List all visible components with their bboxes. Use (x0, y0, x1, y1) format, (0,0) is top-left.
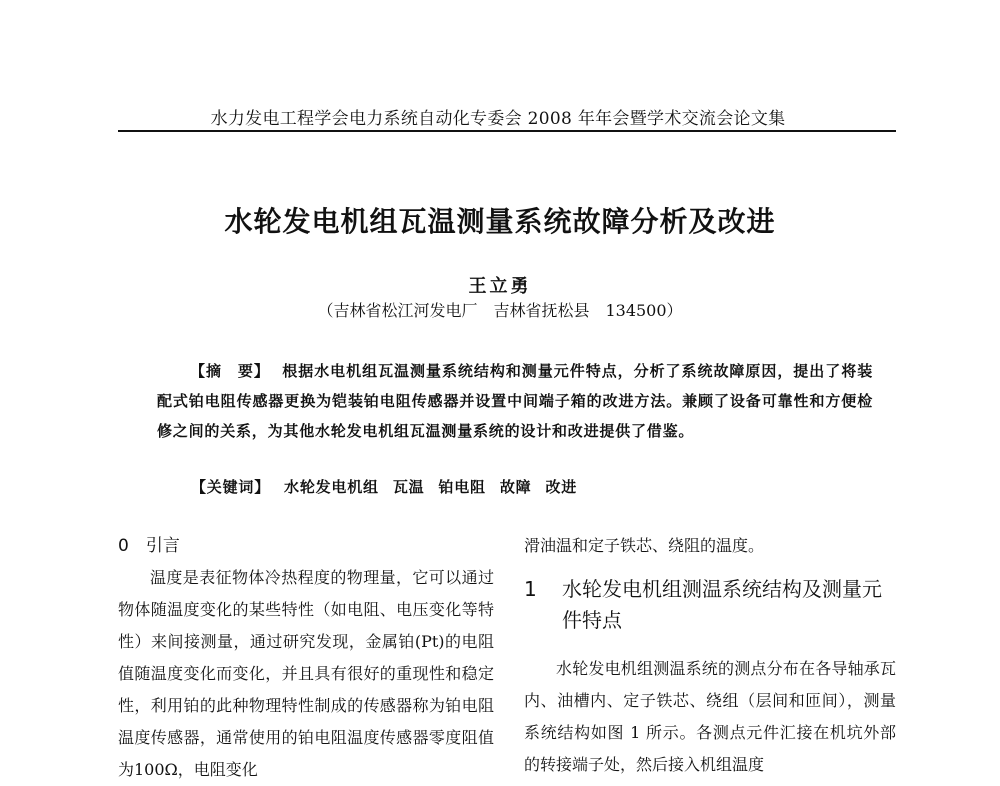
keyword: 故障 (499, 478, 532, 496)
section-heading-1 (524, 574, 896, 636)
keyword: 水轮发电机组 (284, 478, 379, 496)
body-paragraph: 温度是表征物体冷热程度的物理量，它可以通过物体随温度变化的某些特性（如电阻、电压变化等特性）来间接测量，通过研究发现，金属铂(Pt)的电阻值随温度变化而变化，并且具有很好的重现性和稳定性，利用铂的此种物理特性制成的传感器称为铂电阻温度传感器，通常使用的铂电阻温度传感器零度阻值为100Ω，电阻变化 (118, 568, 494, 779)
keywords (191, 476, 577, 497)
left-column (118, 530, 494, 786)
body-paragraph-continuation: 滑油温和定子铁芯、绕阻的温度。 (524, 536, 765, 555)
author-name: 王立勇 (468, 276, 532, 297)
body-paragraph: 水轮发电机组测温系统的测点分布在各导轴承瓦内、油槽内、定子铁芯、绕组（层间和匝间），测量系统结构如图 1 所示。各测点元件汇接在机坑外部的转接端子处，然后接入机组温度 (524, 659, 896, 774)
section-title: 水轮发电机组测温系统结构及测量元件特点 (562, 577, 882, 632)
keyword: 瓦温 (392, 478, 425, 496)
abstract-label: 【摘 要】 (190, 362, 270, 380)
running-header: 水力发电工程学会电力系统自动化专委会 2008 年年会暨学术交流会论文集 (210, 109, 786, 129)
author-affiliation: （吉林省松江河发电厂 吉林省抚松县 134500） (317, 301, 683, 320)
abstract (157, 356, 873, 446)
paper-title: 水轮发电机组瓦温测量系统故障分析及改进 (224, 205, 776, 238)
keyword: 铂电阻 (438, 478, 486, 496)
right-column (524, 530, 896, 781)
abstract-text: 根据水电机组瓦温测量系统结构和测量元件特点，分析了系统故障原因，提出了将装配式铂电阻传感器更换为铠装铂电阻传感器并设置中间端子箱的改进方法。兼顾了设备可靠性和方便检修之间的关系，为其他水轮发电机组瓦温测量系统的设计和改进提供了借鉴。 (157, 362, 873, 440)
section-number: 1 (524, 577, 537, 601)
section-heading-introduction: 0 引言 (118, 536, 180, 556)
keywords-label: 【关键词】 (191, 478, 271, 496)
keyword: 改进 (545, 478, 578, 496)
header-rule (118, 130, 896, 132)
